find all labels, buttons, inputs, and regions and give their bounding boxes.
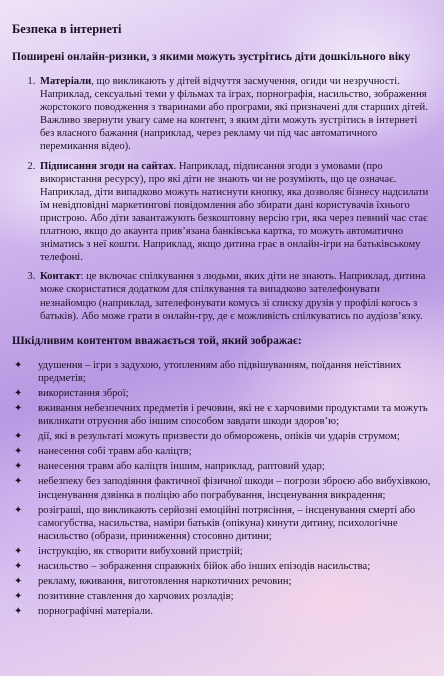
risk-term: Матеріали xyxy=(40,76,92,87)
risk-item xyxy=(38,270,432,322)
risk-item xyxy=(38,75,432,154)
harmful-item: ✦ насильство – зображення справжніх бійок або інших епізодів насильства; xyxy=(14,561,371,572)
document-title: Безпека в інтернеті xyxy=(12,22,122,36)
harmful-item: ✦ порнографічні матеріали. xyxy=(14,606,153,618)
star-bullet-icon: ✦ xyxy=(14,561,23,572)
harmful-content-list xyxy=(12,359,432,619)
risks-list xyxy=(12,75,432,323)
star-bullet-icon: ✦ xyxy=(14,387,23,399)
harmful-item: ✦ позитивне ставлення до харчових розладів; xyxy=(14,591,234,603)
risk-term: Контакт xyxy=(40,271,81,283)
harmful-item: ✦ дії, які в результаті можуть призвести до обморожень, опіків чи ударів струмом; xyxy=(14,431,400,443)
risk-text: : це включає спілкування з людьми, яких діти не знають. Наприклад, дитина може скористатися додатком для спілкування та випадково зателефонувати незнайомцю (наприклад, зателефонувати комусь зі списку друзів у профілі когось з батьків). Або може грати в онлайн-гру, де є можливість спілкуватись по аудіозв’язку. xyxy=(40,271,426,322)
harmful-item: ✦ вживання небезпечних предметів і речовин, які не є харчовими продуктами та можуть викликати отруєння або іншим способом завдати шкоди здоров’ю; xyxy=(14,402,428,428)
star-bullet-icon: ✦ xyxy=(14,359,23,371)
star-bullet-icon: ✦ xyxy=(14,446,23,458)
risk-text: . Наприклад, підписання згоди з умовами (про використання ресурсу), про які діти не знають чи не розуміють, що це означає. Наприклад, діти випадково можуть натиснути кнопку, яка дозволяє бізнесу надсилати їм невідповідні маркетингові повідомлення або збирати дані користувачів їхнього пристрою. Або діти завантажують безкоштовну версію гри, яка через певний час стає платною, якщо до акаунта прив’язана банківська картка, то можуть автоматично зніматись з неї кошти. Наприклад, якщо дитина грає в онлайн-ігри на батьківському телефоні. xyxy=(40,160,429,264)
harmful-content-heading: Шкідливим контентом вважається той, який зображає: xyxy=(12,334,302,347)
harmful-item: ✦ удушення – ігри з задухою, утопленням або підвішуванням, поїдання неїстівних предметів; xyxy=(14,359,402,384)
harmful-item: ✦ інструкцію, як створити вибуховий пристрій; xyxy=(14,545,243,557)
harmful-item: ✦ використання зброї; xyxy=(14,387,129,399)
star-bullet-icon: ✦ xyxy=(14,606,23,618)
risks-subtitle: Поширені онлайн-ризики, з якими можуть зустрітись діти дошкільного віку xyxy=(12,51,411,63)
harmful-item: ✦ розіграші, що викликають серйозні емоційні потрясіння, – інсценування смерті або самогубства, насильства, наміри батьків (опікуна) кинути дитину, психологічне насильство (образи, приниження) стосовно дитини; xyxy=(14,504,416,542)
star-bullet-icon: ✦ xyxy=(14,431,23,443)
star-bullet-icon: ✦ xyxy=(14,461,23,473)
harmful-item: ✦ небезпеку без заподіяння фактичної фізичної шкоди – погрози зброєю або вибухівкою, інсценування дзвінка в поліцію або пограбування, інсценування викрадення; xyxy=(14,476,431,501)
star-bullet-icon: ✦ xyxy=(14,504,23,516)
risk-item xyxy=(38,160,432,265)
risk-term: Підписання згоди на сайтах xyxy=(40,160,174,172)
harmful-item: ✦ нанесення травм або каліцтв іншим, наприклад, раптовий удар; xyxy=(14,461,325,473)
star-bullet-icon: ✦ xyxy=(14,591,23,603)
harmful-item: ✦ рекламу, вживання, виготовлення наркотичних речовин; xyxy=(14,576,292,588)
star-bullet-icon: ✦ xyxy=(14,545,23,557)
risk-text: , що викликають у дітей відчуття засмучення, огиди чи незручності. Наприклад, сексуальні теми у фільмах та іграх, порнографія, насильство, зображення жорстокого поводження з тваринами або програми, які призначені для старших дітей. Важливо звернути увагу саме на контент, з яким діти можуть зустрітись в інтернеті без власного бажання (наприклад, через рекламу чи під час автоматичного перемикання відео). xyxy=(40,76,428,153)
star-bullet-icon: ✦ xyxy=(14,576,23,588)
star-bullet-icon: ✦ xyxy=(14,402,23,414)
star-bullet-icon: ✦ xyxy=(14,476,23,488)
harmful-item: ✦ нанесення собі травм або каліцтв; xyxy=(14,446,192,458)
